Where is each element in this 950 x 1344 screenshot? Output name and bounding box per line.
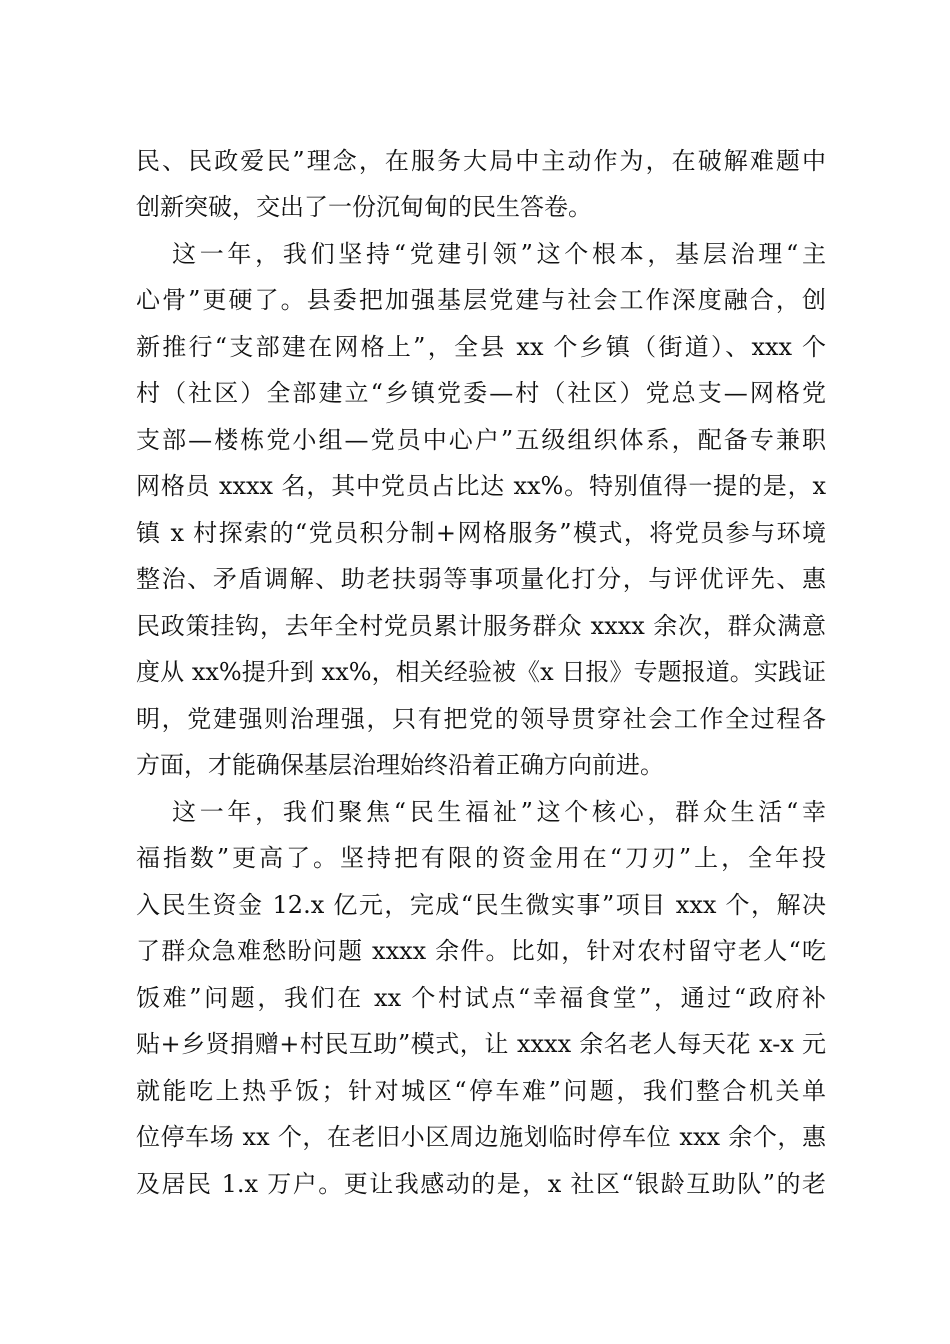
text-line: 方面，才能确保基层治理始终沿着正确方向前进。 — [136, 751, 664, 779]
text-line: 了群众急难愁盼问题 xxxx 余件。比如，针对农村留守老人“吃 — [136, 937, 826, 965]
text-line: 就能吃上热乎饭；针对城区“停车难”问题，我们整合机关单 — [136, 1077, 826, 1105]
text-line: 度从 xx%提升到 xx%，相关经验被《x 日报》专题报道。实践证 — [136, 658, 826, 686]
text-line: 入民生资金 12.x 亿元，完成“民生微实事”项目 xxx 个，解决 — [136, 891, 826, 919]
text-line: 新推行“支部建在网格上”，全县 xx 个乡镇（街道）、xxx 个 — [136, 333, 826, 361]
text-line: 创新突破，交出了一份沉甸甸的民生答卷。 — [136, 193, 592, 221]
text-line: 位停车场 xx 个，在老旧小区周边施划临时停车位 xxx 余个，惠 — [136, 1123, 826, 1151]
text-line: 心骨”更硬了。县委把加强基层党建与社会工作深度融合，创 — [136, 286, 826, 314]
text-line: 及居民 1.x 万户。更让我感动的是，x 社区“银龄互助队”的老 — [136, 1170, 826, 1198]
text-line: 贴+乡贤捐赠+村民互助”模式，让 xxxx 余名老人每天花 x-x 元 — [136, 1030, 826, 1058]
text-line: 镇 x 村探索的“党员积分制+网格服务”模式，将党员参与环境 — [136, 519, 826, 547]
text-line: 支部—楼栋党小组—党员中心户”五级组织体系，配备专兼职 — [136, 426, 826, 454]
text-line: 饭难”问题，我们在 xx 个村试点“幸福食堂”，通过“政府补 — [136, 984, 826, 1012]
text-line: 明，党建强则治理强，只有把党的领导贯穿社会工作全过程各 — [136, 705, 826, 733]
text-line: 网格员 xxxx 名，其中党员占比达 xx%。特别值得一提的是，x — [136, 472, 826, 500]
text-line: 民政策挂钩，去年全村党员累计服务群众 xxxx 余次，群众满意 — [136, 612, 826, 640]
text-line: 整治、矛盾调解、助老扶弱等事项量化打分，与评优评先、惠 — [136, 565, 826, 593]
text-line: 这一年，我们聚焦“民生福祉”这个核心，群众生活“幸 — [172, 798, 826, 826]
text-line: 村（社区）全部建立“乡镇党委—村（社区）党总支—网格党 — [136, 379, 826, 407]
text-line: 民、民政爱民”理念，在服务大局中主动作为，在破解难题中 — [136, 147, 826, 175]
text-line: 福指数”更高了。坚持把有限的资金用在“刀刃”上，全年投 — [136, 844, 826, 872]
text-line: 这一年，我们坚持“党建引领”这个根本，基层治理“主 — [172, 240, 826, 268]
